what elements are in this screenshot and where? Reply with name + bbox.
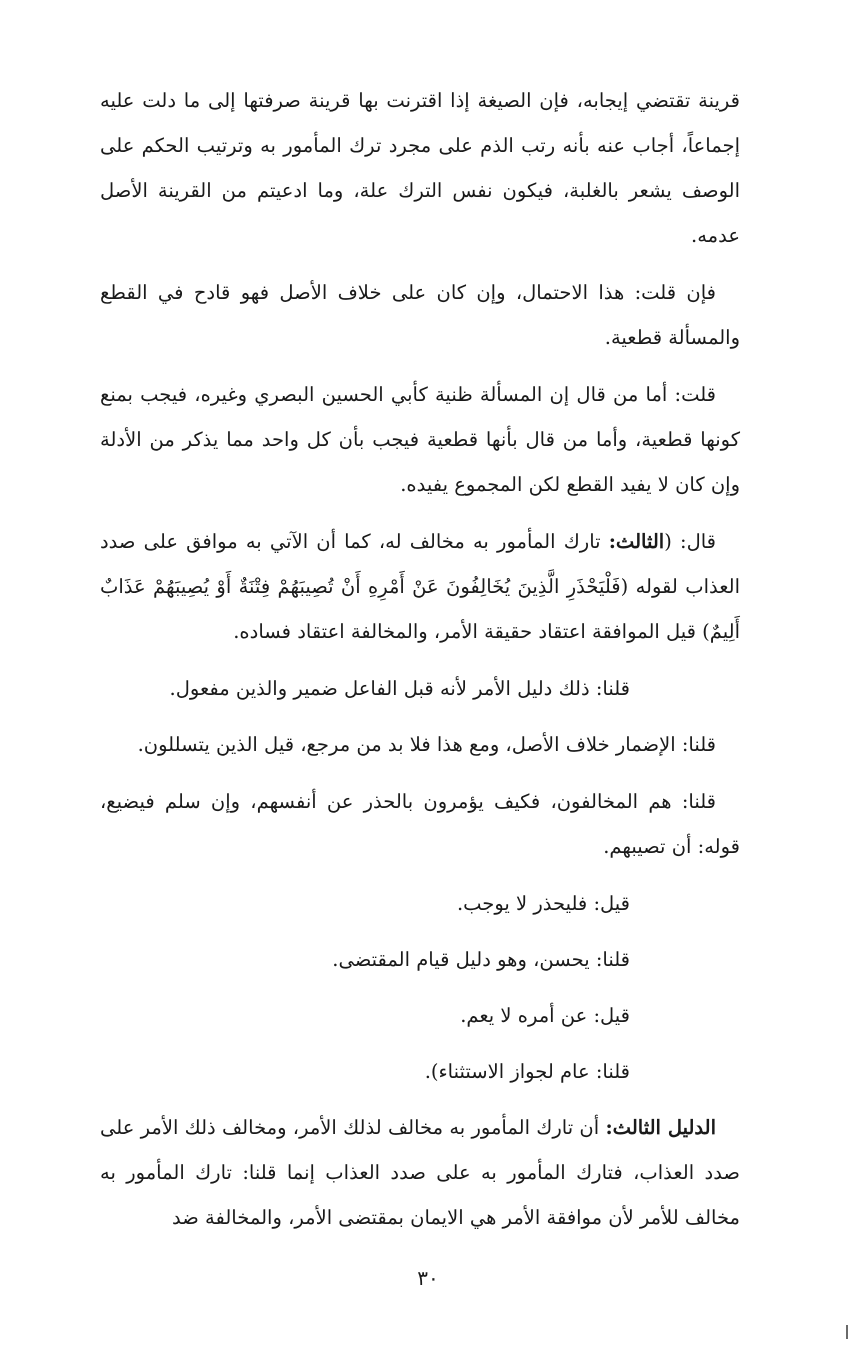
paragraph-11-text: قلنا: عام لجواز الاستثناء). — [424, 1060, 630, 1083]
paragraph-2 — [100, 270, 740, 360]
paragraph-5 — [100, 666, 740, 711]
paragraph-12-text: أن تارك المأمور به مخالف لذلك الأمر، ومخالف ذلك الأمر على صدد العذاب، فتارك المأمور به على صدد العذاب إنما قلنا: تارك المأمور به مخالف للأمر لأن موافقة الأمر هي الايمان بمقتضى الأمر، والمخالفة ضد — [100, 1116, 740, 1229]
paragraph-6 — [100, 722, 740, 767]
paragraph-8-text: قيل: فليحذر لا يوجب. — [456, 892, 630, 915]
paragraph-7-text: قلنا: هم المخالفون، فكيف يؤمرون بالحذر عن أنفسهم، وإن سلم فيضيع، قوله: أن تصيبهم. — [100, 790, 740, 858]
paragraph-3-text: قلت: أما من قال إن المسألة ظنية كأبي الحسين البصري وغيره، فيجب بمنع كونها قطعية، وأما من قال بأنها قطعية فيجب بأن كل واحد مما يذكر من الأدلة وإن كان لا يفيد القطع لكن المجموع يفيده. — [100, 383, 740, 496]
paragraph-1-text: قرينة تقتضي إيجابه، فإن الصيغة إذا اقترنت بها قرينة صرفتها إلى ما دلت عليه إجماعاً، أجاب عنه بأنه رتب الذم على مجرد ترك المأمور به وترتيب الحكم على الوصف يشعر بالغلبة، فيكون نفس الترك علة، وما ادعيتم من القرينة الأصل عدمه. — [100, 89, 740, 247]
paragraph-4 — [100, 519, 740, 654]
paragraph-4-lead: قال: ( — [664, 530, 716, 553]
paragraph-9-text: قلنا: يحسن، وهو دليل قيام المقتضى. — [332, 948, 630, 971]
paragraph-1 — [100, 78, 740, 258]
paragraph-10-text: قيل: عن أمره لا يعم. — [460, 1004, 630, 1027]
paragraph-8 — [100, 881, 740, 926]
paragraph-10 — [100, 993, 740, 1038]
paragraph-12 — [100, 1105, 740, 1240]
page-number: ٣٠ — [417, 1266, 439, 1290]
paragraph-2-text: فإن قلت: هذا الاحتمال، وإن كان على خلاف الأصل فهو قادح في القطع والمسألة قطعية. — [100, 281, 740, 349]
paragraph-9 — [100, 937, 740, 982]
paragraph-12-heading: الدليل الثالث: — [605, 1116, 717, 1139]
paragraph-3 — [100, 372, 740, 507]
margin-mark — [846, 1325, 848, 1339]
paragraph-11 — [100, 1049, 740, 1094]
paragraph-5-text: قلنا: ذلك دليل الأمر لأنه قبل الفاعل ضمير والذين مفعول. — [169, 677, 630, 700]
paragraph-4-text: تارك المأمور به مخالف له، كما أن الآتي به موافق على صدد العذاب لقوله (فَلْيَحْذَرِ الَّذِينَ يُخَالِفُونَ عَنْ أَمْرِهِ أَنْ تُصِيبَهُمْ فِتْنَةٌ أَوْ يُصِيبَهُمْ عَذَابٌ أَلِيمٌ) قيل الموافقة اعتقاد حقيقة الأمر، والمخالفة اعتقاد فساده. — [100, 530, 740, 643]
paragraph-6-text: قلنا: الإضمار خلاف الأصل، ومع هذا فلا بد من مرجع، قيل الذين يتسللون. — [137, 733, 716, 756]
paragraph-4-heading: الثالث: — [608, 530, 665, 553]
page-body — [100, 78, 740, 1252]
paragraph-7 — [100, 779, 740, 869]
